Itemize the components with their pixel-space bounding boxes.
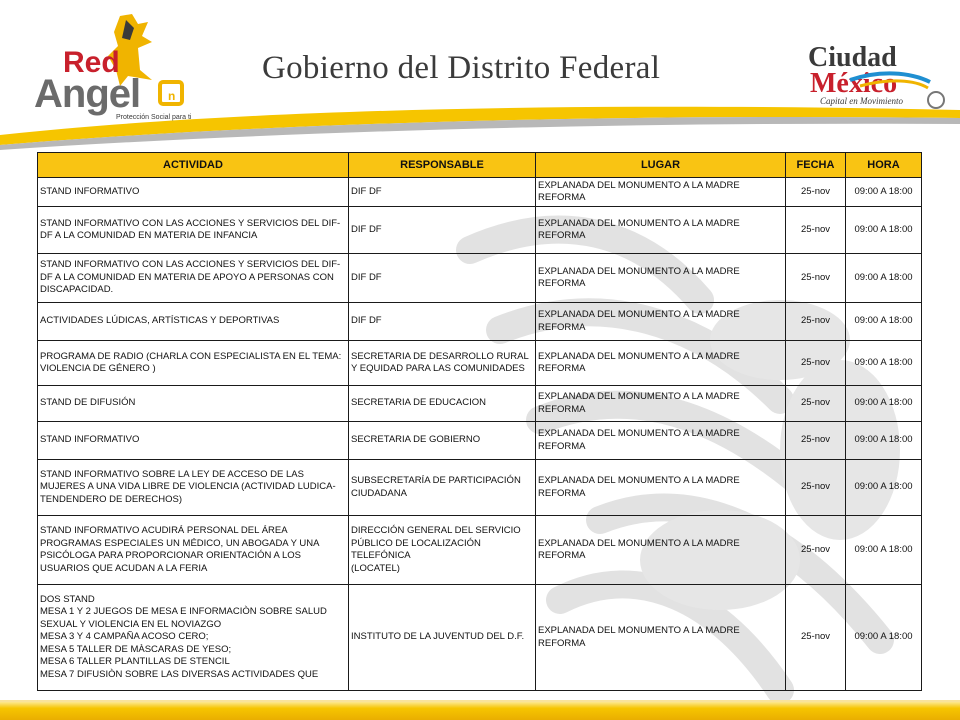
table-row (38, 516, 922, 585)
cell-hora: 09:00 A 18:00 (846, 516, 922, 585)
header (0, 0, 960, 150)
logo-mexico-text: México (810, 68, 898, 99)
cdmx-swoosh-icon (800, 40, 950, 120)
cell-fecha: 25-nov (786, 460, 846, 516)
cell-actividad: STAND INFORMATIVO (38, 178, 349, 207)
cell-lugar: EXPLANADA DEL MONUMENTO A LA MADRE REFORMA (536, 178, 786, 207)
header-actividad: ACTIVIDAD (38, 153, 349, 178)
cell-fecha: 25-nov (786, 516, 846, 585)
cell-lugar: EXPLANADA DEL MONUMENTO A LA MADRE REFORMA (536, 585, 786, 691)
cell-actividad: STAND INFORMATIVO CON LAS ACCIONES Y SERVICIOS DEL DIF-DF A LA COMUNIDAD EN MATERIA DE INFANCIA (38, 207, 349, 254)
cell-hora: 09:00 A 18:00 (846, 422, 922, 460)
table-row (38, 341, 922, 386)
logo-red-text: Red (63, 46, 120, 79)
table-row (38, 254, 922, 303)
svg-text:n: n (168, 89, 176, 103)
cell-hora: 09:00 A 18:00 (846, 303, 922, 341)
cell-lugar: EXPLANADA DEL MONUMENTO A LA MADRE REFORMA (536, 422, 786, 460)
cell-actividad: PROGRAMA DE RADIO (CHARLA CON ESPECIALISTA EN EL TEMA: VIOLENCIA DE GÉNERO ) (38, 341, 349, 386)
header-fecha: FECHA (786, 153, 846, 178)
cell-fecha: 25-nov (786, 341, 846, 386)
cell-actividad: STAND DE DIFUSIÓN (38, 386, 349, 422)
logo-ciudad-text: Ciudad (808, 42, 897, 73)
cell-hora: 09:00 A 18:00 (846, 585, 922, 691)
table-row (38, 178, 922, 207)
cell-fecha: 25-nov (786, 386, 846, 422)
cell-lugar: EXPLANADA DEL MONUMENTO A LA MADRE REFORMA (536, 516, 786, 585)
cell-lugar: EXPLANADA DEL MONUMENTO A LA MADRE REFORMA (536, 303, 786, 341)
cell-actividad: STAND INFORMATIVO SOBRE LA LEY DE ACCESO DE LAS MUJERES A UNA VIDA LIBRE DE VIOLENCIA (ACTIVIDAD LUDICA- TENDENDERO DE DERECHOS) (38, 460, 349, 516)
cell-responsable: DIF DF (349, 178, 536, 207)
header-lugar: LUGAR (536, 153, 786, 178)
cell-responsable: SECRETARIA DE EDUCACION (349, 386, 536, 422)
cell-actividad: STAND INFORMATIVO CON LAS ACCIONES Y SERVICIOS DEL DIF-DF A LA COMUNIDAD EN MATERIA DE APOYO A PERSONAS CON DISCAPACIDAD. (38, 254, 349, 303)
activities-table (37, 152, 922, 691)
header-responsable: RESPONSABLE (349, 153, 536, 178)
cell-hora: 09:00 A 18:00 (846, 386, 922, 422)
cell-responsable: DIF DF (349, 303, 536, 341)
cell-actividad: ACTIVIDADES LÚDICAS, ARTÍSTICAS Y DEPORTIVAS (38, 303, 349, 341)
cell-responsable: INSTITUTO DE LA JUVENTUD DEL D.F. (349, 585, 536, 691)
cell-responsable: DIRECCIÓN GENERAL DEL SERVICIO PÚBLICO DE LOCALIZACIÓN TELEFÓNICA (LOCATEL) (349, 516, 536, 585)
cell-actividad: DOS STAND MESA 1 Y 2 JUEGOS DE MESA E INFORMACIÒN SOBRE SALUD SEXUAL Y VIOLENCIA EN EL NOVIAZGO MESA 3 Y 4 CAMPAÑA ACOSO CERO; MESA 5 TALLER DE MÀSCARAS DE YESO; MESA 6 TALLER PLANTILLAS DE STENCIL MESA 7 DIFUSIÒN SOBRE LAS DIVERSAS ACTIVIDADES QUE (38, 585, 349, 691)
cell-lugar: EXPLANADA DEL MONUMENTO A LA MADRE REFORMA (536, 254, 786, 303)
cell-responsable: SECRETARIA DE GOBIERNO (349, 422, 536, 460)
cell-responsable: SECRETARIA DE DESARROLLO RURAL Y EQUIDAD PARA LAS COMUNIDADES (349, 341, 536, 386)
cell-responsable: DIF DF (349, 207, 536, 254)
table-header-row (38, 153, 922, 178)
table-row (38, 460, 922, 516)
cell-fecha: 25-nov (786, 303, 846, 341)
cell-responsable: SUBSECRETARÍA DE PARTICIPACIÓN CIUDADANA (349, 460, 536, 516)
header-hora: HORA (846, 153, 922, 178)
table-row (38, 207, 922, 254)
cell-responsable: DIF DF (349, 254, 536, 303)
cell-fecha: 25-nov (786, 422, 846, 460)
logo-tagline: Protección Social para ti (116, 114, 192, 121)
cell-hora: 09:00 A 18:00 (846, 341, 922, 386)
cell-fecha: 25-nov (786, 585, 846, 691)
cell-hora: 09:00 A 18:00 (846, 460, 922, 516)
cell-fecha: 25-nov (786, 254, 846, 303)
cell-fecha: 25-nov (786, 207, 846, 254)
table-row (38, 422, 922, 460)
cell-actividad: STAND INFORMATIVO (38, 422, 349, 460)
cell-lugar: EXPLANADA DEL MONUMENTO A LA MADRE REFORMA (536, 460, 786, 516)
page-title: Gobierno del Distrito Federal (262, 50, 661, 86)
table-row (38, 386, 922, 422)
cell-lugar: EXPLANADA DEL MONUMENTO A LA MADRE REFORMA (536, 386, 786, 422)
ciudad-mexico-logo (800, 40, 950, 120)
cell-actividad: STAND INFORMATIVO ACUDIRÁ PERSONAL DEL ÁREA PROGRAMAS ESPECIALES UN MÉDICO, UN ABOGADA Y UNA PSICÓLOGA PARA PROPORCIONAR ORIENTACIÓN A LOS USUARIOS QUE ACUDAN A LA FERIA (38, 516, 349, 585)
cell-lugar: EXPLANADA DEL MONUMENTO A LA MADRE REFORMA (536, 341, 786, 386)
table-row (38, 303, 922, 341)
logo-cdmx-tagline: Capital en Movimiento (820, 96, 903, 106)
cell-fecha: 25-nov (786, 178, 846, 207)
cell-hora: 09:00 A 18:00 (846, 178, 922, 207)
cell-lugar: EXPLANADA DEL MONUMENTO A LA MADRE REFORMA (536, 207, 786, 254)
red-angel-logo (28, 10, 208, 122)
cell-hora: 09:00 A 18:00 (846, 254, 922, 303)
cell-hora: 09:00 A 18:00 (846, 207, 922, 254)
footer-band (0, 702, 960, 720)
table-row (38, 585, 922, 691)
logo-angel-text: Angel (34, 72, 141, 116)
